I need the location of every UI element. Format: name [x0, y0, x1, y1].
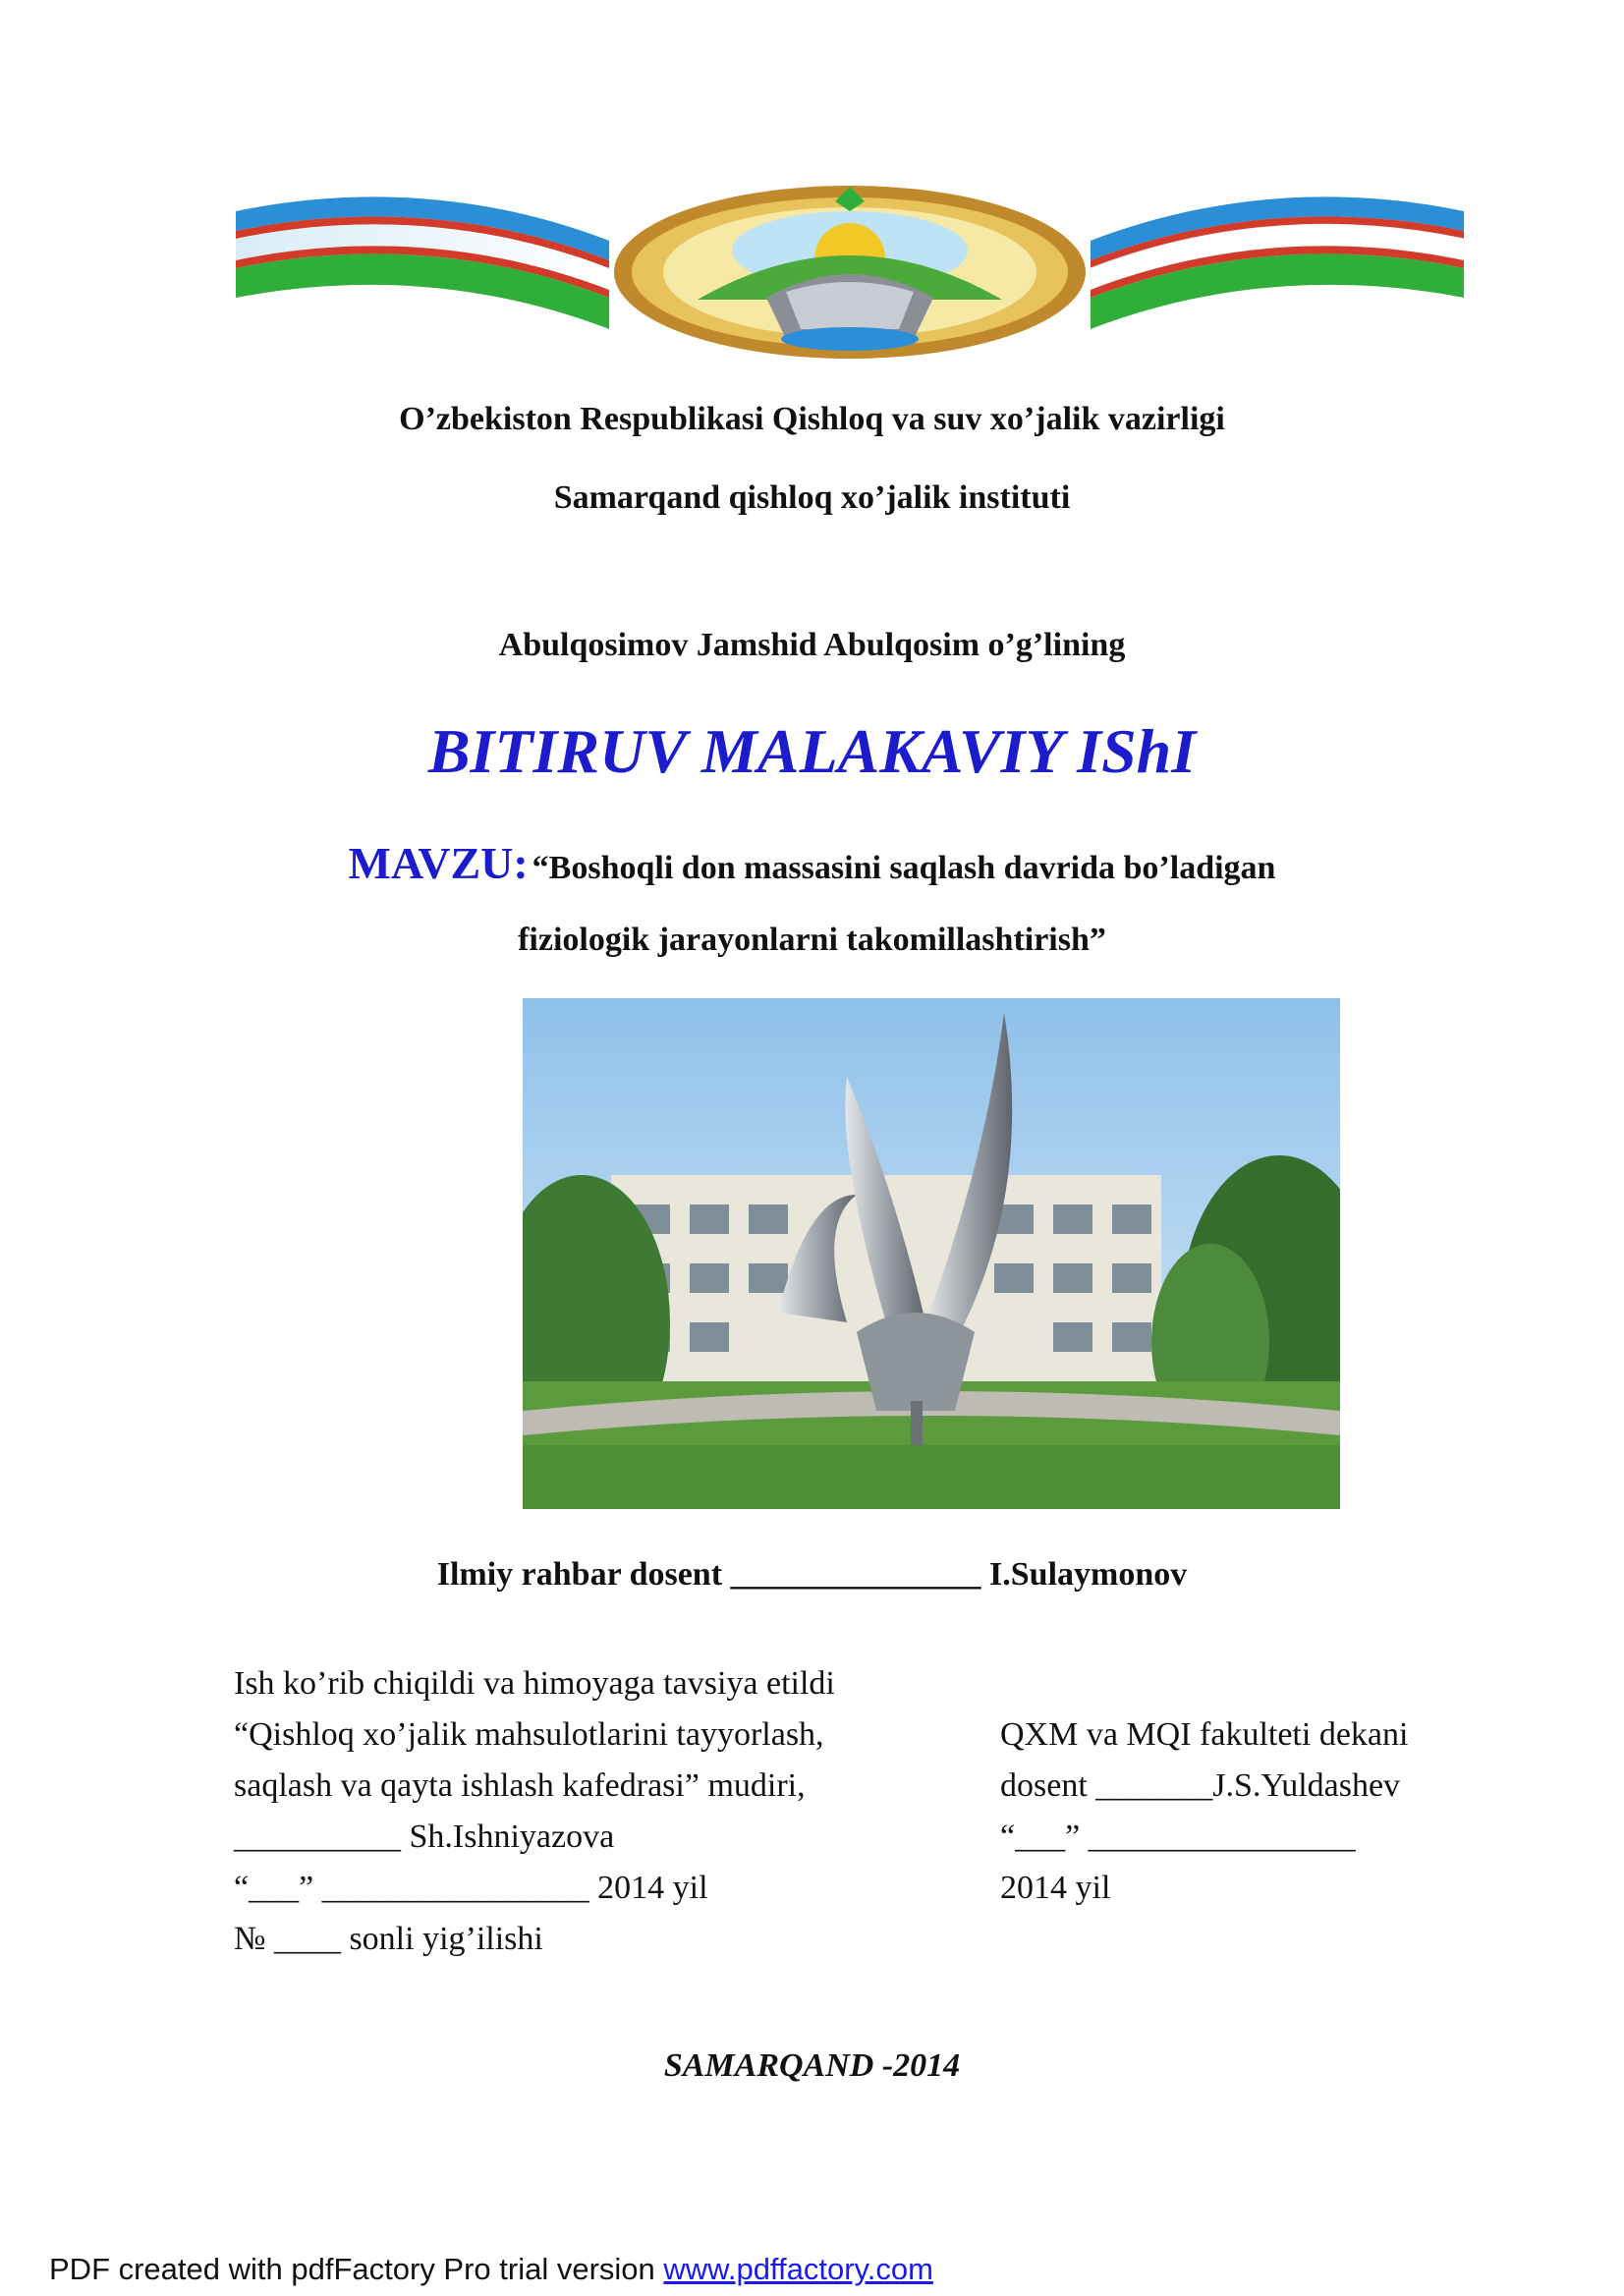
- approval-left-line: saqlash va qayta ishlash kafedrasi” mudiri,: [234, 1767, 806, 1804]
- flag-ribbon-right-icon: [1091, 196, 1464, 329]
- approval-left-line: Ish ko’rib chiqildi va himoyaga tavsiya etildi: [234, 1665, 835, 1702]
- approval-right-line: “___” ________________: [1000, 1819, 1356, 1855]
- city-year: SAMARQAND -2014: [663, 2047, 961, 2084]
- institute-photo: [523, 998, 1340, 1509]
- approval-right-line: dosent _______J.S.Yuldashev: [1000, 1767, 1401, 1804]
- approval-block-department: [234, 1658, 980, 1965]
- topic-label: MAVZU:: [348, 838, 529, 888]
- approval-right-line: 2014 yil: [1000, 1870, 1111, 1906]
- topic-text-1: “Boshoqli don massasini saqlash davrida bo’ladigan: [532, 850, 1276, 886]
- approval-block-dean: [1000, 1709, 1550, 1914]
- pdf-footer: [49, 2252, 933, 2287]
- footer-text: PDF created with pdfFactory Pro trial version: [49, 2252, 664, 2286]
- coat-of-arms-icon: [614, 186, 1086, 359]
- flag-ribbon-left-icon: [236, 196, 609, 329]
- author-name: Abulqosimov Jamshid Abulqosim o’g’lining: [498, 627, 1126, 663]
- document-title: BITIRUV MALAKAVIY IShI: [427, 716, 1197, 786]
- ministry-name: O’zbekiston Respublikasi Qishloq va suv xo’jalik vazirligi: [399, 401, 1225, 437]
- topic-line-2: fiziologik jarayonlarni takomillashtirish”: [518, 922, 1106, 958]
- approval-left-line: __________ Sh.Ishniyazova: [234, 1819, 615, 1855]
- state-emblem-banner: [236, 182, 1464, 359]
- approval-left-line: № ____ sonli yig’ilishi: [234, 1921, 543, 1957]
- topic-line-1: [0, 837, 1624, 889]
- footer-link[interactable]: www.pdffactory.com: [663, 2252, 933, 2286]
- approval-left-line: “Qishloq xo’jalik mahsulotlarini tayyorlash,: [234, 1716, 824, 1753]
- approval-right-line: QXM va MQI fakulteti dekani: [1000, 1716, 1409, 1753]
- institute-name: Samarqand qishloq xo’jalik instituti: [553, 479, 1071, 516]
- scientific-advisor: Ilmiy rahbar dosent _______________ I.Sulaymonov: [436, 1556, 1188, 1593]
- approval-left-line: “___” ________________ 2014 yil: [234, 1870, 708, 1906]
